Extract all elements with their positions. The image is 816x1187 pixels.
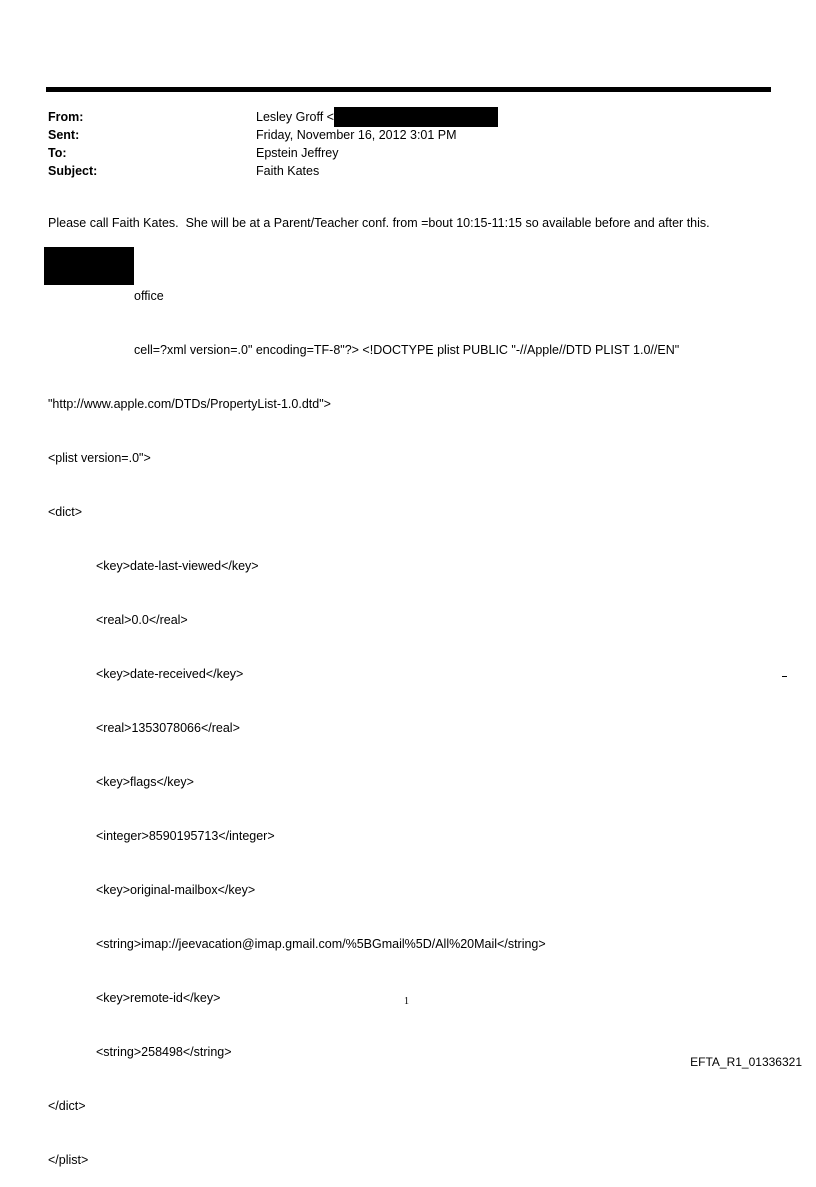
to-row — [48, 144, 498, 162]
from-row — [48, 108, 498, 126]
plist-block — [48, 251, 679, 1187]
redaction-box — [334, 107, 498, 127]
email-header — [48, 108, 498, 180]
plist-entry: <key>original-mailbox</key> — [96, 883, 256, 897]
subject-value: Faith Kates — [256, 164, 320, 178]
message-text: Please call Faith Kates. She will be at a Parent/Teacher conf. from =bout 10:15-11:15 so available before and after this. — [48, 216, 710, 230]
subject-label: Subject: — [48, 164, 98, 178]
plist-entry: <string>258498</string> — [96, 1045, 232, 1059]
dict-open-line: <dict> — [48, 505, 83, 519]
plist-entry: <string>imap://jeevacation@imap.gmail.com/%5BGmail%5D/All%20Mail</string> — [96, 937, 546, 951]
dict-close-line: </dict> — [48, 1099, 86, 1113]
sent-row — [48, 126, 498, 144]
sent-label: Sent: — [48, 128, 80, 142]
plist-entry: <real>1353078066</real> — [96, 721, 240, 735]
page-number: 1 — [404, 996, 409, 1007]
subject-row — [48, 162, 498, 180]
plist-entry: <key>flags</key> — [96, 775, 194, 789]
sent-value: Friday, November 16, 2012 3:01 PM — [256, 128, 457, 142]
stray-mark — [782, 676, 787, 677]
bates-number: EFTA_R1_01336321 — [690, 1055, 802, 1069]
from-label: From: — [48, 110, 84, 124]
plist-open-line: <plist version=.0"> — [48, 451, 151, 465]
to-label: To: — [48, 146, 67, 160]
message-body — [48, 214, 788, 232]
from-name: Lesley Groff < — [256, 110, 334, 124]
plist-entry: <integer>8590195713</integer> — [96, 829, 275, 843]
office-line: office — [134, 289, 164, 303]
plist-entry: <key>remote-id</key> — [96, 991, 221, 1005]
header-rule — [46, 87, 771, 92]
dtd-line: "http://www.apple.com/DTDs/PropertyList-1.0.dtd"> — [48, 397, 331, 411]
plist-entry: <key>date-last-viewed</key> — [96, 559, 259, 573]
plist-close-line: </plist> — [48, 1153, 89, 1167]
cell-line: cell=?xml version=.0" encoding=TF-8"?> <!DOCTYPE plist PUBLIC "-//Apple//DTD PLIST 1.0//EN" — [134, 343, 680, 357]
to-value: Epstein Jeffrey — [256, 146, 339, 160]
plist-entry: <real>0.0</real> — [96, 613, 188, 627]
from-value — [256, 108, 498, 126]
plist-entry: <key>date-received</key> — [96, 667, 244, 681]
